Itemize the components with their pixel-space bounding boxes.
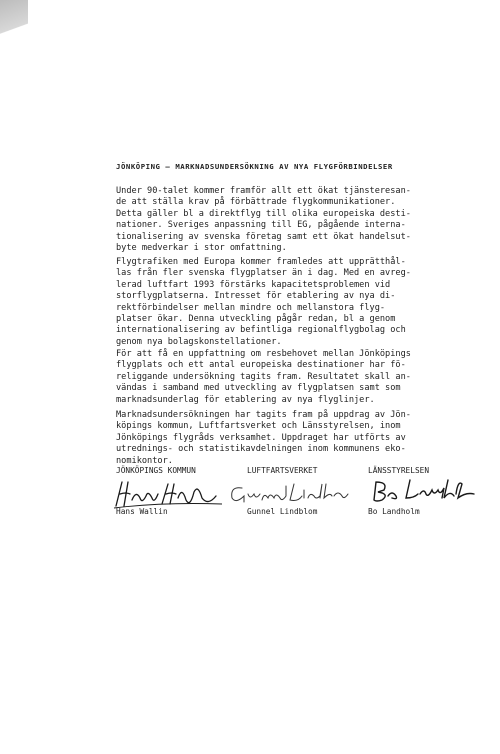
paragraph-line: religgande undersökning tagits fram. Resultatet skall an- — [116, 371, 411, 382]
paragraph-line: platser ökar. Denna utveckling pågår redan, bl a genom — [116, 314, 396, 325]
paragraph-line: utrednings- och statistikavdelningen inom kommunens eko- — [116, 444, 406, 455]
paragraph-line: köpings kommun, Luftfartsverket och Länsstyrelsen, inom — [116, 421, 401, 432]
paragraph — [116, 257, 486, 348]
paragraph-line: Detta gäller bl a direktflyg till olika europeiska desti- — [116, 208, 411, 219]
signatory-name: Hans Wallin — [116, 507, 168, 516]
signatory-organization: LÄNSSTYRELSEN — [368, 466, 430, 475]
paragraph-line: byte medverkar i stor omfattning. — [116, 243, 287, 254]
signature-bo-landholm — [370, 476, 480, 504]
paragraph-line: nomikontor. — [116, 455, 173, 466]
paragraph-line: Flygtrafiken med Europa kommer framledes att upprätthål- — [116, 257, 406, 267]
paragraph — [116, 186, 486, 254]
signature-hans-wallin — [112, 478, 224, 510]
paragraph-line: flygplats och ett antal europeiska destinationer har fö- — [116, 360, 406, 371]
paragraph-line: marknadsunderlag för etablering av nya flyglinjer. — [116, 394, 375, 405]
paragraph-line: För att få en uppfattning om resbehovet mellan Jönköpings — [116, 349, 411, 359]
signatory-name: Bo Landholm — [368, 507, 420, 516]
paragraph-line: Marknadsundersökningen har tagits fram på uppdrag av Jön- — [116, 410, 411, 420]
paragraph-line: rektförbindelser mellan mindre och mellanstora flyg- — [116, 302, 386, 313]
paragraph-line: internationalisering av befintliga regionalflygbolag och — [116, 325, 406, 336]
page-corner-fold — [0, 0, 28, 64]
paragraph-line: lerad luftfart 1993 förstärks kapacitetsproblemen vid — [116, 279, 391, 290]
paragraph-line: de att ställa krav på förbättrade flygkommunikationer. — [116, 197, 396, 208]
paragraph-line: las från fler svenska flygplatser än i dag. Med en avreg- — [116, 268, 411, 279]
signatory-name: Gunnel Lindblom — [247, 507, 318, 516]
paragraph-line: genom nya bolagskonstellationer. — [116, 336, 282, 347]
document-title: JÖNKÖPING – MARKNADSUNDERSÖKNING AV NYA FLYGFÖRBINDELSER — [116, 162, 393, 171]
paragraph-line: storflygplatserna. Intresset för etablering av nya di- — [116, 291, 396, 302]
paragraph — [116, 349, 486, 406]
paragraph — [116, 410, 486, 467]
paragraph-line: nationer. Sveriges anpassning till EG, pågående interna- — [116, 220, 406, 231]
paragraph-line: vändas i samband med utveckling av flygplatsen samt som — [116, 383, 401, 394]
signatory-organization: LUFTFARTSVERKET — [247, 466, 318, 475]
paragraph-line: Jönköpings flygråds verksamhet. Uppdraget har utförts av — [116, 432, 406, 443]
signature-gunnel-lindblom — [228, 480, 352, 506]
paragraph-line: tionalisering av svenska företag samt ett ökat handelsut- — [116, 231, 411, 242]
paragraph-line: Under 90-talet kommer framför allt ett ökat tjänsteresan- — [116, 186, 411, 196]
signatory-organization: JÖNKÖPINGS KOMMUN — [116, 466, 196, 475]
